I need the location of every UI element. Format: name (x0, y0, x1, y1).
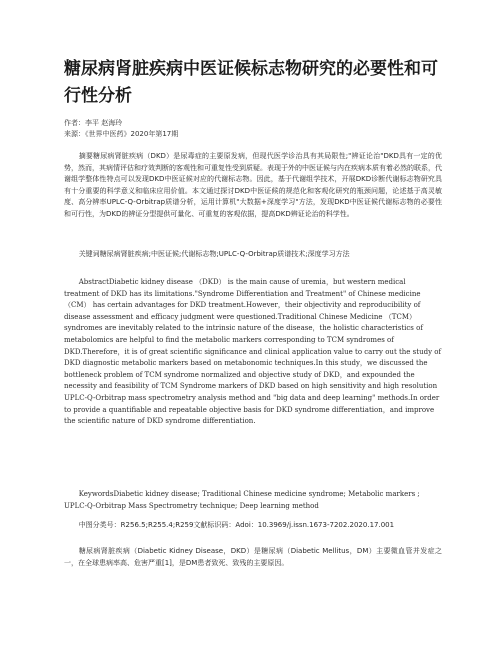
keywords-english: KeywordsDiabetic kidney disease; Traditional Chinese medicine syndrome; Metabolic markers ; UPLC-Q-Orbitrap Mass Spectrometry technique; Deep learning method (64, 490, 420, 510)
classification-line: 中图分类号：R256.5;R255.4;R259文献标识码：Adoi：10.3969/j.issn.1673-7202.2020.17.001 (78, 521, 395, 529)
source-line: 来源：《世界中医药》2020年第17期 (64, 130, 179, 138)
abstract-chinese: 摘要糖尿病肾脏疾病（DKD）是尿毒症的主要原发病，但现代医学诊治具有其局限性;"辨证论治"DKD具有一定的优势，然而，其病情评估和疗效判断的客观性和可重复性受到质疑。表现于外的中医证候与内在疾病本质有着必然的联系，代谢组学整体性特点可以发现DKD中医证候对应的代谢标志物。因此，基于代谢组学技术，开展DKD诊断代谢标志物研究具有十分重要的科学意义和临床应用价值。本文通过探讨DKD中医证候的规范化和客观化研究的瓶颈问题，论述基于高灵敏度、高分辨率UPLC-Q-Orbitrap质谱分析，运用计算机"大数据+深度学习"方法，发现DKD中医证候代谢标志物的必要性和可行性，为DKD的辨证分型提供可量化、可重复的客观依据，提高DKD辨证论治的科学性。 (64, 152, 442, 218)
document-title: 糖尿病肾脏疾病中医证候标志物研究的必要性和可行性分析 (64, 59, 438, 106)
keywords-chinese: 关键词糖尿病肾脏疾病;中医证候;代谢标志物;UPLC-Q-Orbitrap质谱技术;深度学习方法 (78, 250, 350, 258)
abstract-english: AbstractDiabetic kidney disease （DKD） is the main cause of uremia，but western medical treatment of DKD has its limitations."Syndrome Differentiation and Treatment" of Chinese medicine （CM） has certain advantages for DKD treatment.However，their objectivity and reproducibility of disease assessment and efficacy judgment were questioned.Traditional Chinese Medicine （TCM） syndromes are inevitably related to the intrinsic nature of the disease，the holistic characteristics of metabolomics are helpful to find the metabolic markers corresponding to TCM syndromes of DKD.Therefore，it is of great scientific significance and clinical application value to carry out the study of DKD diagnostic metabolic markers based on metabonomic techniques.In this study，we discussed the bottleneck problem of TCM syndrome normalized and objective study of DKD，and expounded the necessity and feasibility of TCM Syndrome markers of DKD based on high sensitivity and high resolution UPLC-Q-Orbitrap mass spectrometry analysis method and "big data and deep learning" methods.In order to provide a quantifiable and repeatable objective basis for DKD syndrome differentiation，and improve the scientific nature of DKD syndrome differentiation. (64, 278, 442, 426)
authors-line: 作者：李平 赵海玲 (64, 119, 123, 127)
body-paragraph: 糖尿病肾脏疾病（Diabetic Kidney Disease，DKD）是糖尿病（Diabetic Mellitus，DM）主要微血管并发症之一，在全球患病率高、危害严重[1]，是DM患者致死、致残的主要原因。 (64, 547, 442, 567)
